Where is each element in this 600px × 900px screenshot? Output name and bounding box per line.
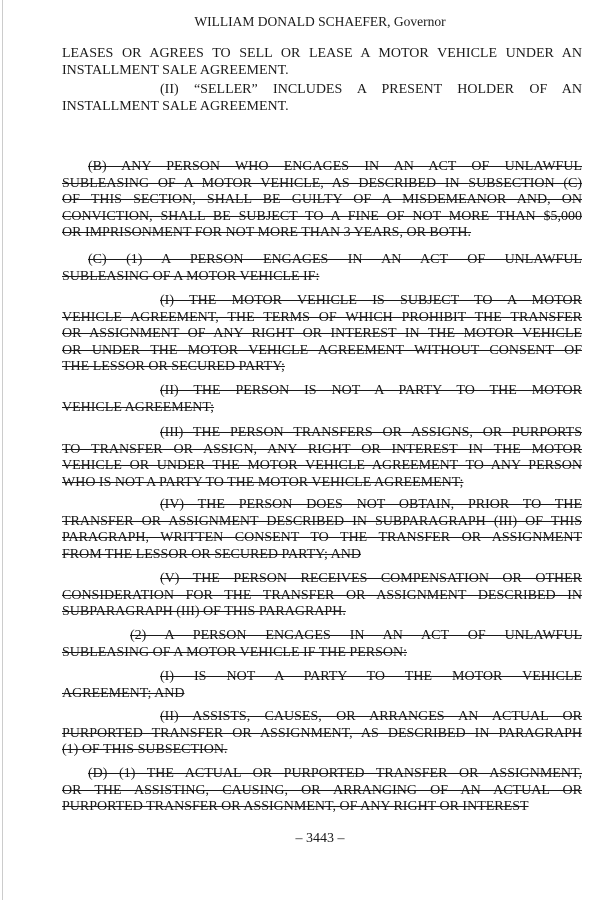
line-text: (I) IS NOT A PARTY TO THE MOTOR VEHICLE: [160, 669, 582, 684]
text-line: [62, 686, 582, 703]
text-line: [62, 628, 582, 645]
line-text: (II) THE PERSON IS NOT A PARTY TO THE MOTOR: [160, 383, 582, 398]
text-line: [62, 310, 582, 327]
struck-paragraph: [62, 383, 582, 416]
text-line: [62, 176, 582, 193]
text-line: [62, 530, 582, 547]
text-line: [62, 159, 582, 176]
paragraph: [62, 46, 582, 79]
line-text: PURPORTED TRANSFER OR ASSIGNMENT, AS DESCRIBED IN PARAGRAPH: [62, 725, 582, 741]
line-text: (1) OF THIS SUBSECTION.: [62, 742, 228, 758]
page-number: – 3443 –: [295, 831, 345, 846]
line-text: (2) A PERSON ENGAGES IN AN ACT OF UNLAWFUL: [130, 628, 582, 643]
text-line: [62, 742, 582, 759]
text-line: [62, 46, 582, 63]
line-text: OR ASSIGNMENT OF ANY RIGHT OR INTEREST IN THE MOTOR VEHICLE: [62, 326, 582, 342]
line-text: (C) (1) A PERSON ENGAGES IN AN ACT OF UNLAWFUL: [88, 252, 582, 267]
line-text: INSTALLMENT SALE AGREEMENT.: [62, 62, 289, 78]
text-line: [62, 82, 582, 99]
line-text: (III) THE PERSON TRANSFERS OR ASSIGNS, OR PURPORTS: [160, 425, 582, 440]
struck-paragraph: [62, 766, 582, 816]
text-line: [62, 458, 582, 475]
text-line: [62, 571, 582, 588]
text-line: [62, 99, 582, 116]
text-line: [62, 343, 582, 360]
struck-paragraph: [62, 669, 582, 702]
text-line: [62, 645, 582, 662]
text-line: [62, 442, 582, 459]
text-line: [62, 192, 582, 209]
line-text: SUBLEASING OF A MOTOR VEHICLE, AS DESCRIBED IN SUBSECTION (C): [62, 175, 582, 191]
line-text: PARAGRAPH, WRITTEN CONSENT TO THE TRANSFER OR ASSIGNMENT: [62, 530, 582, 546]
text-line: [62, 799, 582, 816]
text-line: [62, 383, 582, 400]
text-line: [62, 497, 582, 514]
line-text: INSTALLMENT SALE AGREEMENT.: [62, 98, 289, 114]
text-line: [62, 293, 582, 310]
struck-paragraph: [62, 497, 582, 563]
line-text: (V) THE PERSON RECEIVES COMPENSATION OR OTHER: [160, 571, 582, 586]
line-text: PURPORTED TRANSFER OR ASSIGNMENT, OF ANY RIGHT OR INTEREST: [62, 799, 529, 815]
text-line: [62, 514, 582, 531]
text-line: [62, 726, 582, 743]
line-text: (I) THE MOTOR VEHICLE IS SUBJECT TO A MOTOR: [160, 293, 582, 308]
line-text: (IV) THE PERSON DOES NOT OBTAIN, PRIOR TO THE: [160, 497, 582, 512]
text-line: [62, 400, 582, 417]
text-line: [62, 783, 582, 800]
running-header: WILLIAM DONALD SCHAEFER, Governor: [194, 14, 446, 29]
text-line: [62, 63, 582, 80]
text-line: [62, 425, 582, 442]
line-text: SUBPARAGRAPH (III) OF THIS PARAGRAPH.: [62, 604, 346, 620]
text-line: [62, 547, 582, 564]
line-text: VEHICLE AGREEMENT;: [62, 399, 215, 415]
line-text: SUBLEASING OF A MOTOR VEHICLE IF THE PERSON:: [62, 644, 407, 660]
struck-paragraph: [62, 159, 582, 242]
scan-edge: [2, 0, 3, 900]
line-text: (II) “SELLER” INCLUDES A PRESENT HOLDER OF AN: [160, 82, 582, 97]
line-text: VEHICLE OR UNDER THE MOTOR VEHICLE AGREEMENT TO ANY PERSON: [62, 458, 582, 474]
line-text: VEHICLE AGREEMENT, THE TERMS OF WHICH PROHIBIT THE TRANSFER: [62, 309, 582, 325]
line-text: FROM THE LESSOR OR SECURED PARTY; AND: [62, 546, 361, 562]
line-text: OF THIS SECTION, SHALL BE GUILTY OF A MISDEMEANOR AND, ON: [62, 192, 582, 208]
text-line: [62, 209, 582, 226]
struck-paragraph: [62, 628, 582, 661]
line-text: CONVICTION, SHALL BE SUBJECT TO A FINE OF NOT MORE THAN $5,000: [62, 208, 582, 224]
line-text: THE LESSOR OR SECURED PARTY;: [62, 359, 285, 375]
text-line: [62, 604, 582, 621]
line-text: WHO IS NOT A PARTY TO THE MOTOR VEHICLE AGREEMENT;: [62, 474, 464, 490]
line-text: AGREEMENT; AND: [62, 685, 185, 701]
line-text: OR IMPRISONMENT FOR NOT MORE THAN 3 YEARS, OR BOTH.: [62, 225, 472, 241]
text-line: [62, 709, 582, 726]
line-text: LEASES OR AGREES TO SELL OR LEASE A MOTOR VEHICLE UNDER AN: [62, 46, 582, 61]
text-line: [62, 359, 582, 376]
text-line: [62, 475, 582, 492]
struck-paragraph: [62, 293, 582, 376]
struck-paragraph: [62, 571, 582, 621]
line-text: (D) (1) THE ACTUAL OR PURPORTED TRANSFER OR ASSIGNMENT,: [88, 766, 582, 781]
line-text: OR THE ASSISTING, CAUSING, OR ARRANGING OF AN ACTUAL OR: [62, 782, 582, 798]
paragraph: [62, 82, 582, 115]
line-text: OR UNDER THE MOTOR VEHICLE AGREEMENT WITHOUT CONSENT OF: [62, 342, 582, 358]
text-line: [62, 326, 582, 343]
text-line: [62, 669, 582, 686]
line-text: TRANSFER OR ASSIGNMENT DESCRIBED IN SUBPARAGRAPH (III) OF THIS: [62, 513, 582, 529]
line-text: CONSIDERATION FOR THE TRANSFER OR ASSIGNMENT DESCRIBED IN: [62, 587, 582, 603]
struck-paragraph: [62, 425, 582, 491]
line-text: SUBLEASING OF A MOTOR VEHICLE IF:: [62, 268, 320, 284]
struck-paragraph: [62, 252, 582, 285]
text-line: [62, 225, 582, 242]
text-line: [62, 269, 582, 286]
struck-paragraph: [62, 709, 582, 759]
text-line: [62, 252, 582, 269]
line-text: (B) ANY PERSON WHO ENGAGES IN AN ACT OF UNLAWFUL: [88, 159, 582, 174]
text-line: [62, 766, 582, 783]
line-text: TO TRANSFER OR ASSIGN, ANY RIGHT OR INTEREST IN THE MOTOR: [62, 441, 582, 457]
text-line: [62, 588, 582, 605]
line-text: (II) ASSISTS, CAUSES, OR ARRANGES AN ACTUAL OR: [160, 709, 582, 724]
